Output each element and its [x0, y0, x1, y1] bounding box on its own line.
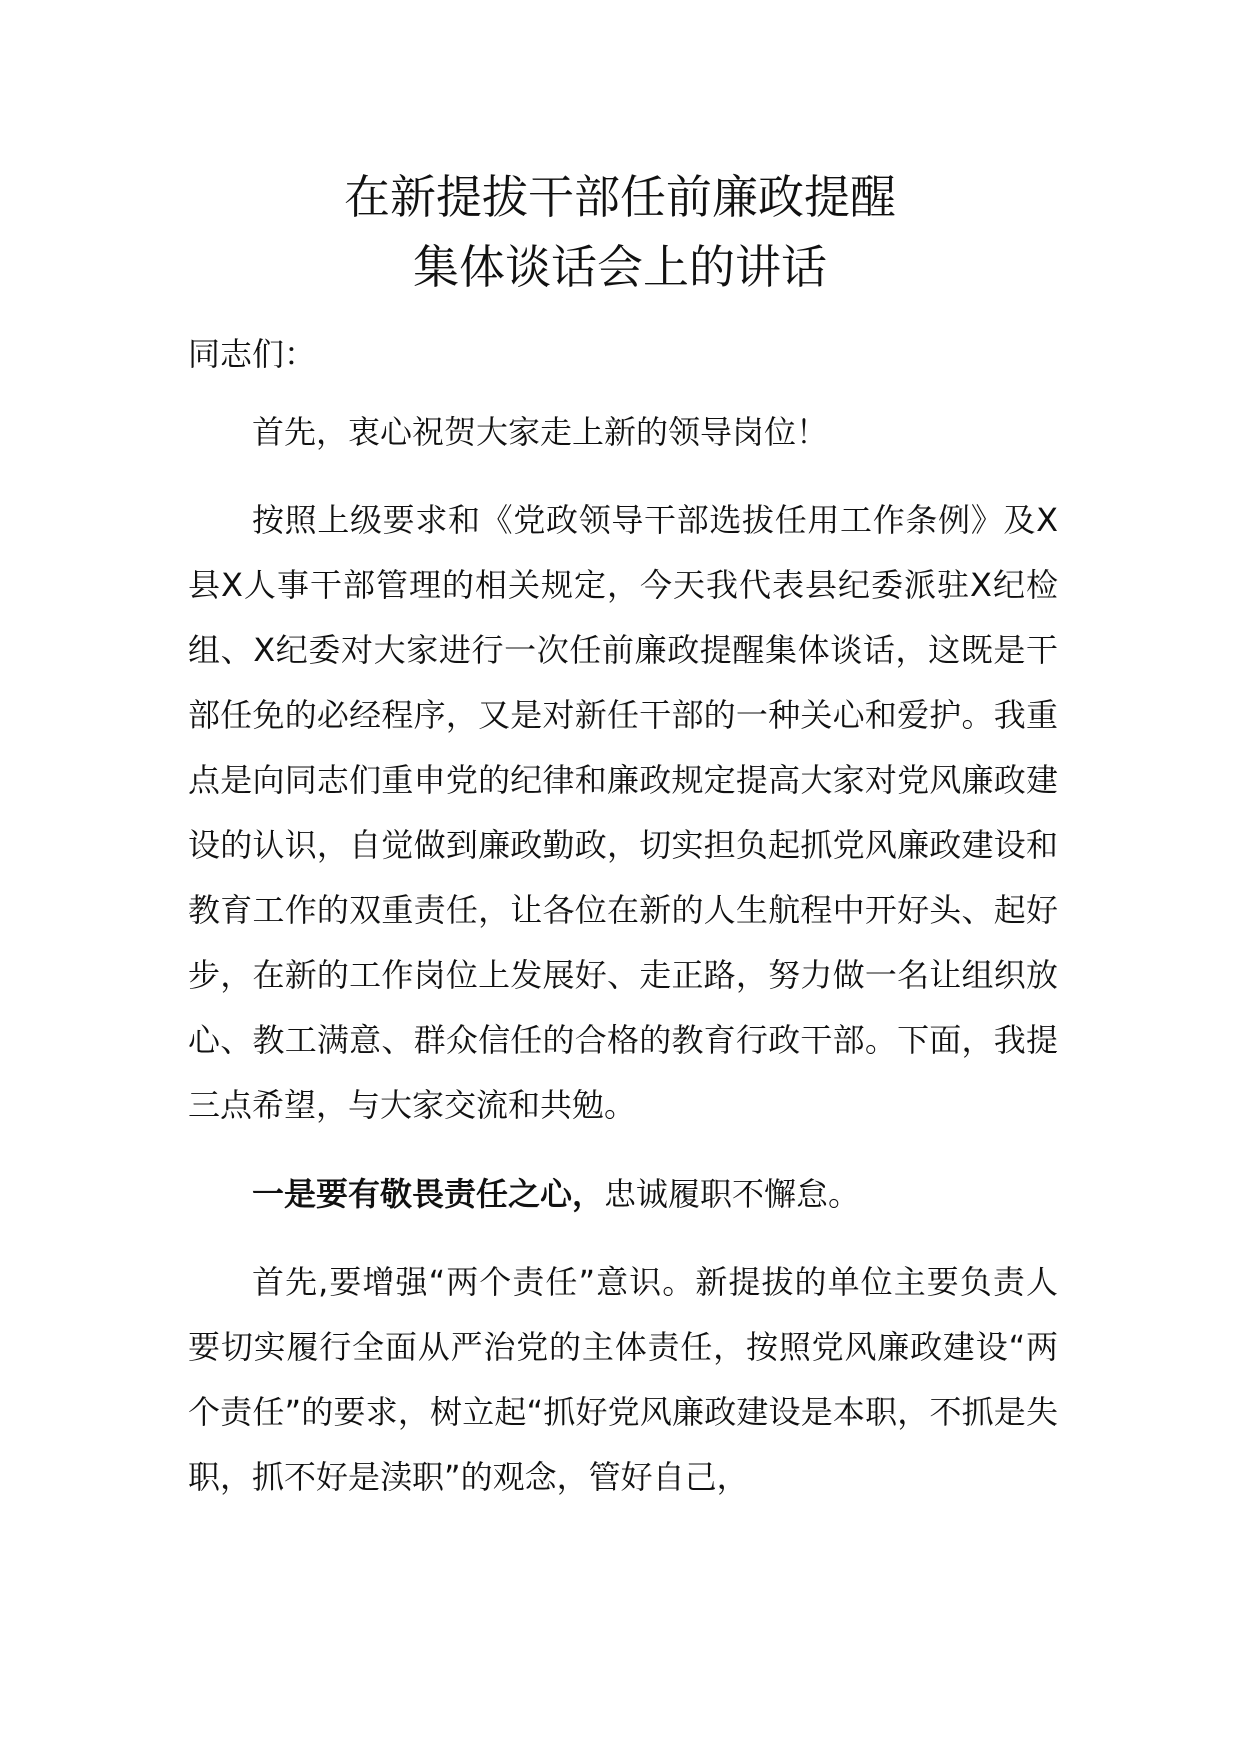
section-one-heading: [188, 1172, 1058, 1216]
introduction-paragraph: 按照上级要求和《党政领导干部选拔任用工作条例》及X县X人事干部管理的相关规定，今天我代表县纪委派驻X纪检组、X纪委对大家进行一次任前廉政提醒集体谈话，这既是干部任免的必经程序，又是对新任干部的一种关心和爱护。我重点是向同志们重申党的纪律和廉政规定提高大家对党风廉政建设的认识，自觉做到廉政勤政，切实担负起抓党风廉政建设和教育工作的双重责任，让各位在新的人生航程中开好头、起好步，在新的工作岗位上发展好、走正路，努力做一名让组织放心、教工满意、群众信任的合格的教育行政干部。下面，我提三点希望，与大家交流和共勉。: [188, 501, 1058, 1124]
responsibility-paragraph: 首先,要增强“两个责任”意识。新提拔的单位主要负责人要切实履行全面从严治党的主体责任，按照党风廉政建设“两个责任”的要求，树立起“抓好党风廉政建设是本职，不抓是失职，抓不好是渎职”的观念，管好自己，: [188, 1263, 1058, 1496]
salutation: 同志们：: [188, 335, 317, 373]
title-line-1: 在新提拔干部任前廉政提醒: [344, 170, 896, 224]
section-one-lead: 一是要有敬畏责任之心，: [252, 1175, 605, 1213]
document-body: [188, 332, 1058, 1544]
document-title: [0, 162, 1240, 302]
congratulation-paragraph: 首先，衷心祝贺大家走上新的领导岗位！: [252, 413, 829, 451]
title-line-2: 集体谈话会上的讲话: [413, 240, 827, 294]
section-one-tail: 忠诚履职不懈怠。: [604, 1175, 861, 1213]
